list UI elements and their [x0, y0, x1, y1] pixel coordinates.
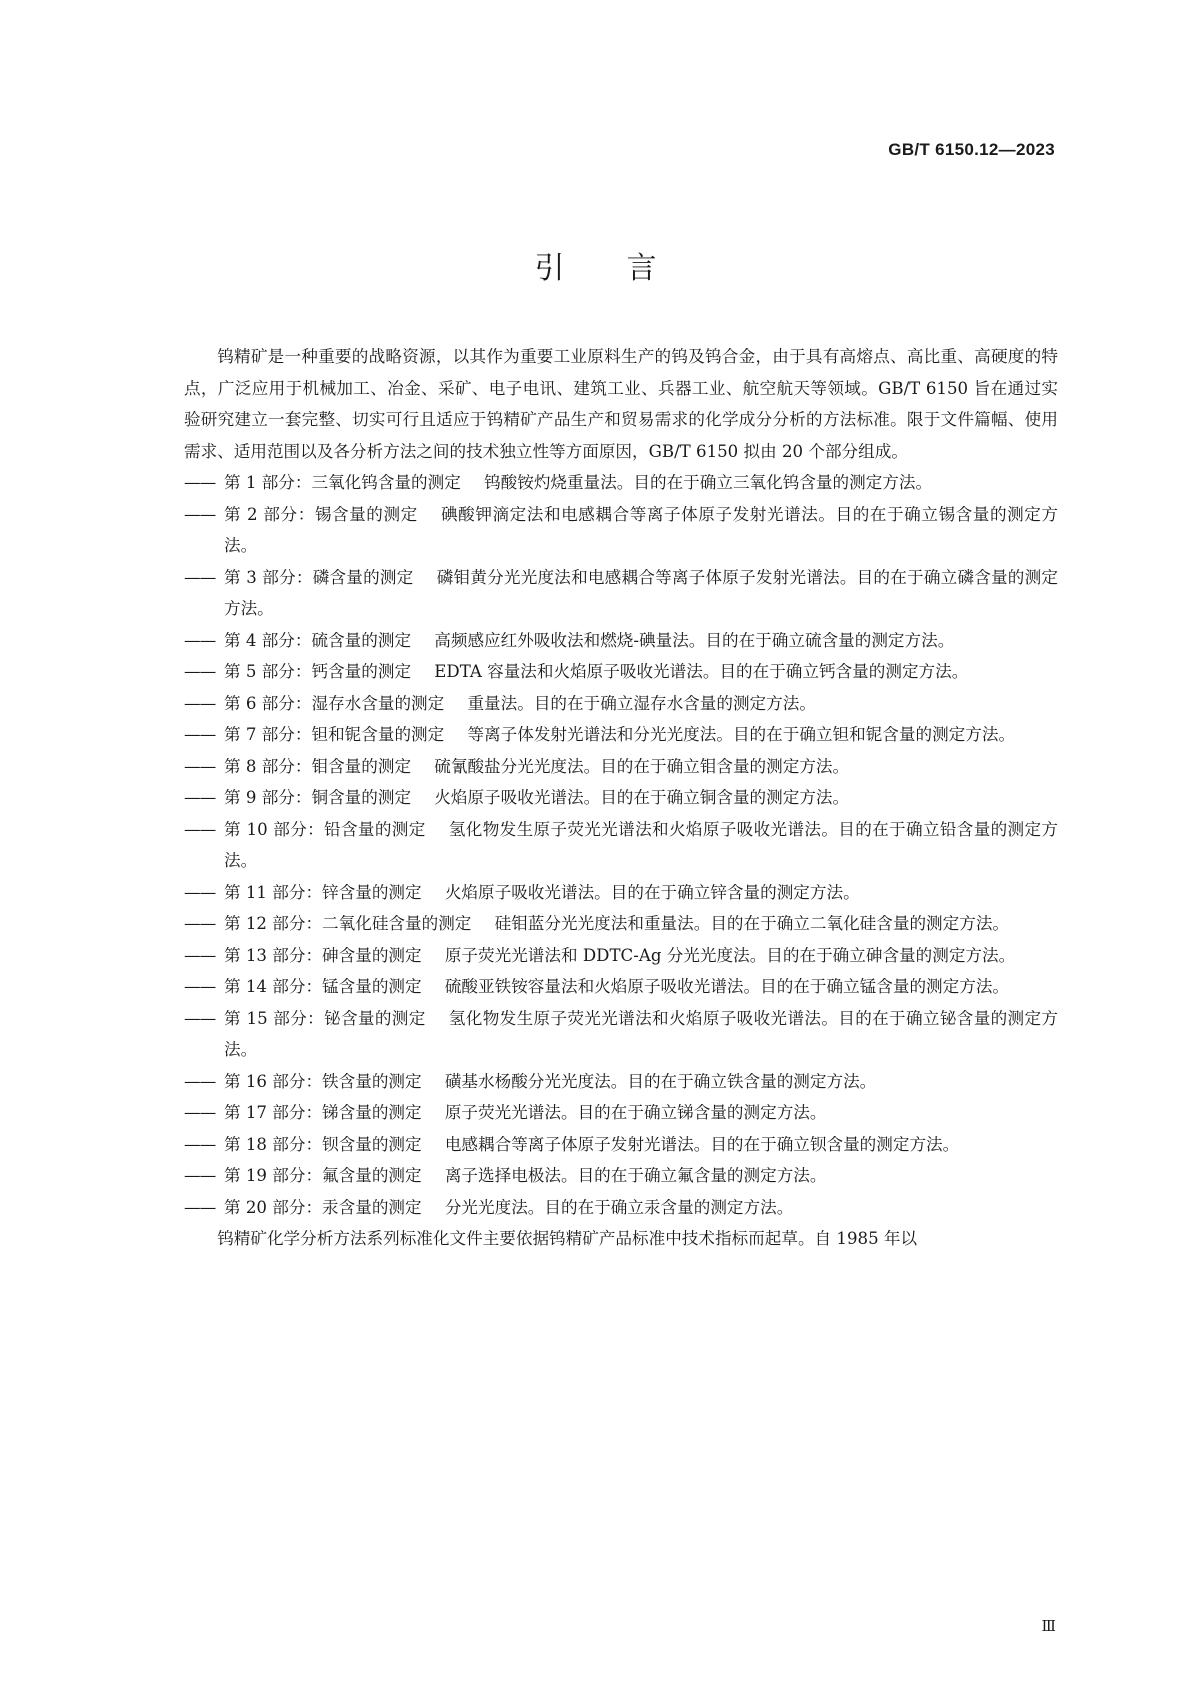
part-heading: 第 9 部分：铜含量的测定 [224, 788, 412, 807]
part-method: 重量法。 [467, 693, 534, 713]
part-purpose: 目的在于确立钼含量的测定方法。 [600, 756, 850, 776]
part-purpose: 目的在于确立铁含量的测定方法。 [627, 1071, 877, 1091]
list-dash: —— [184, 1197, 216, 1217]
part-heading: 第 12 部分：二氧化硅含量的测定 [224, 914, 472, 933]
part-item [184, 1097, 1058, 1129]
part-purpose: 目的在于确立钡含量的测定方法。 [710, 1134, 960, 1154]
parts-list [184, 467, 1058, 1223]
part-heading: 第 3 部分：磷含量的测定 [224, 567, 414, 587]
document-body [184, 341, 1058, 1255]
part-method: 氢化物发生原子荧光光谱法和火焰原子吸收光谱法。 [448, 1008, 839, 1028]
part-method: 氢化物发生原子荧光光谱法和火焰原子吸收光谱法。 [448, 819, 839, 839]
part-item [184, 499, 1058, 562]
part-heading: 第 4 部分：硫含量的测定 [224, 630, 412, 650]
list-dash: —— [184, 756, 216, 776]
part-method: 离子选择电极法。 [444, 1166, 578, 1185]
part-item [184, 814, 1058, 877]
part-method: 硫酸亚铁铵容量法和火焰原子吸收光谱法。 [444, 977, 761, 996]
list-dash: —— [184, 725, 216, 744]
list-dash: —— [184, 945, 216, 965]
list-dash: —— [184, 914, 216, 933]
part-item [184, 1160, 1058, 1192]
part-heading: 第 19 部分：氟含量的测定 [224, 1166, 422, 1185]
part-method: 分光光度法。 [444, 1197, 545, 1217]
list-dash: —— [184, 662, 216, 681]
part-heading: 第 15 部分：铋含量的测定 [224, 1008, 426, 1028]
part-method: 磺基水杨酸分光光度法。 [444, 1071, 628, 1091]
part-method: 电感耦合等离子体原子发射光谱法。 [444, 1134, 711, 1154]
part-purpose: 目的在于确立锑含量的测定方法。 [577, 1103, 827, 1122]
page-number: Ⅲ [1041, 1617, 1056, 1635]
list-dash: —— [184, 977, 216, 996]
part-item [184, 940, 1058, 972]
part-heading: 第 18 部分：钡含量的测定 [224, 1134, 422, 1154]
part-method: 原子荧光光谱法。 [444, 1103, 578, 1122]
intro-paragraph: 钨精矿是一种重要的战略资源，以其作为重要工业原料生产的钨及钨合金，由于具有高熔点、高比重、高硬度的特点，广泛应用于机械加工、冶金、采矿、电子电讯、建筑工业、兵器工业、航空航天等领域。GB/T 6150 旨在通过实验研究建立一套完整、切实可行且适应于钨精矿产品生产和贸易需求的化学成分分析的方法标准。限于文件篇幅、使用需求、适用范围以及各分析方法之间的技术独立性等方面原因，GB/T 6150 拟由 20 个部分组成。 [184, 347, 1058, 461]
part-method: 碘酸钾滴定法和电感耦合等离子体原子发射光谱法。 [441, 504, 836, 524]
part-heading: 第 20 部分：汞含量的测定 [224, 1197, 422, 1217]
list-dash: —— [184, 473, 216, 492]
part-purpose: 目的在于确立二氧化硅含量的测定方法。 [710, 914, 1010, 933]
part-purpose: 目的在于确立氟含量的测定方法。 [577, 1166, 827, 1185]
list-dash: —— [184, 504, 216, 524]
part-item [184, 562, 1058, 625]
part-method: 火焰原子吸收光谱法。 [444, 882, 611, 902]
part-item [184, 877, 1058, 909]
part-purpose: 目的在于确立硫含量的测定方法。 [705, 630, 955, 650]
part-heading: 第 17 部分：锑含量的测定 [224, 1103, 422, 1122]
list-dash: —— [184, 1008, 216, 1028]
part-item [184, 751, 1058, 783]
part-method: 磷钼黄分光光度法和电感耦合等离子体原子发射光谱法。 [436, 567, 857, 587]
list-dash: —— [184, 882, 216, 902]
part-heading: 第 11 部分：锌含量的测定 [224, 882, 422, 902]
closing-paragraph: 钨精矿化学分析方法系列标准化文件主要依据钨精矿产品标准中技术指标而起草。自 1985 年以 [217, 1229, 918, 1248]
part-item [184, 656, 1058, 688]
part-purpose: 目的在于确立汞含量的测定方法。 [544, 1197, 794, 1217]
part-method: 高频感应红外吸收法和燃烧-碘量法。 [434, 630, 706, 650]
part-method: 钨酸铵灼烧重量法。 [484, 473, 634, 492]
part-purpose: 目的在于确立钽和铌含量的测定方法。 [732, 725, 1016, 744]
part-method: EDTA 容量法和火焰原子吸收光谱法。 [434, 662, 720, 681]
list-dash: —— [184, 630, 216, 650]
document-code: GB/T 6150.12—2023 [888, 140, 1055, 159]
part-purpose: 目的在于确立铅含量的测定方法。 [224, 819, 1059, 870]
part-heading: 第 2 部分：锡含量的测定 [224, 504, 418, 524]
part-purpose: 目的在于确立钙含量的测定方法。 [719, 662, 969, 681]
list-dash: —— [184, 1103, 216, 1122]
part-heading: 第 7 部分：钽和铌含量的测定 [224, 725, 445, 744]
part-purpose: 目的在于确立砷含量的测定方法。 [766, 945, 1016, 965]
part-purpose: 目的在于确立锡含量的测定方法。 [224, 504, 1059, 555]
part-method: 原子荧光光谱法和 DDTC-Ag 分光光度法。 [444, 945, 767, 965]
part-item [184, 467, 1058, 499]
part-purpose: 目的在于确立湿存水含量的测定方法。 [533, 693, 816, 713]
list-dash: —— [184, 788, 216, 807]
part-purpose: 目的在于确立锰含量的测定方法。 [760, 977, 1010, 996]
part-heading: 第 5 部分：钙含量的测定 [224, 662, 412, 681]
part-item [184, 971, 1058, 1003]
part-purpose: 目的在于确立铜含量的测定方法。 [600, 788, 850, 807]
page-title: 引言 [534, 251, 719, 286]
part-item [184, 688, 1058, 720]
part-method: 硫氰酸盐分光光度法。 [434, 756, 601, 776]
part-item [184, 719, 1058, 751]
list-dash: —— [184, 567, 216, 587]
list-dash: —— [184, 819, 216, 839]
part-item [184, 1003, 1058, 1066]
part-item [184, 1066, 1058, 1098]
part-heading: 第 6 部分：湿存水含量的测定 [224, 693, 445, 713]
part-item [184, 1192, 1058, 1224]
part-purpose: 目的在于确立铋含量的测定方法。 [224, 1008, 1059, 1059]
list-dash: —— [184, 693, 216, 713]
part-heading: 第 16 部分：铁含量的测定 [224, 1071, 422, 1091]
part-heading: 第 14 部分：锰含量的测定 [224, 977, 422, 996]
part-method: 硅钼蓝分光光度法和重量法。 [494, 914, 711, 933]
part-heading: 第 13 部分：砷含量的测定 [224, 945, 422, 965]
list-dash: —— [184, 1134, 216, 1154]
part-method: 等离子体发射光谱法和分光光度法。 [467, 725, 733, 744]
part-purpose: 目的在于确立三氧化钨含量的测定方法。 [633, 473, 933, 492]
part-heading: 第 8 部分：钼含量的测定 [224, 756, 412, 776]
part-purpose: 目的在于确立锌含量的测定方法。 [610, 882, 860, 902]
list-dash: —— [184, 1166, 216, 1185]
part-item [184, 782, 1058, 814]
part-heading: 第 10 部分：铅含量的测定 [224, 819, 426, 839]
part-item [184, 625, 1058, 657]
part-method: 火焰原子吸收光谱法。 [434, 788, 601, 807]
part-item [184, 908, 1058, 940]
part-purpose: 目的在于确立磷含量的测定方法。 [224, 567, 1058, 618]
list-dash: —— [184, 1071, 216, 1091]
part-heading: 第 1 部分：三氧化钨含量的测定 [224, 473, 461, 492]
part-item [184, 1129, 1058, 1161]
